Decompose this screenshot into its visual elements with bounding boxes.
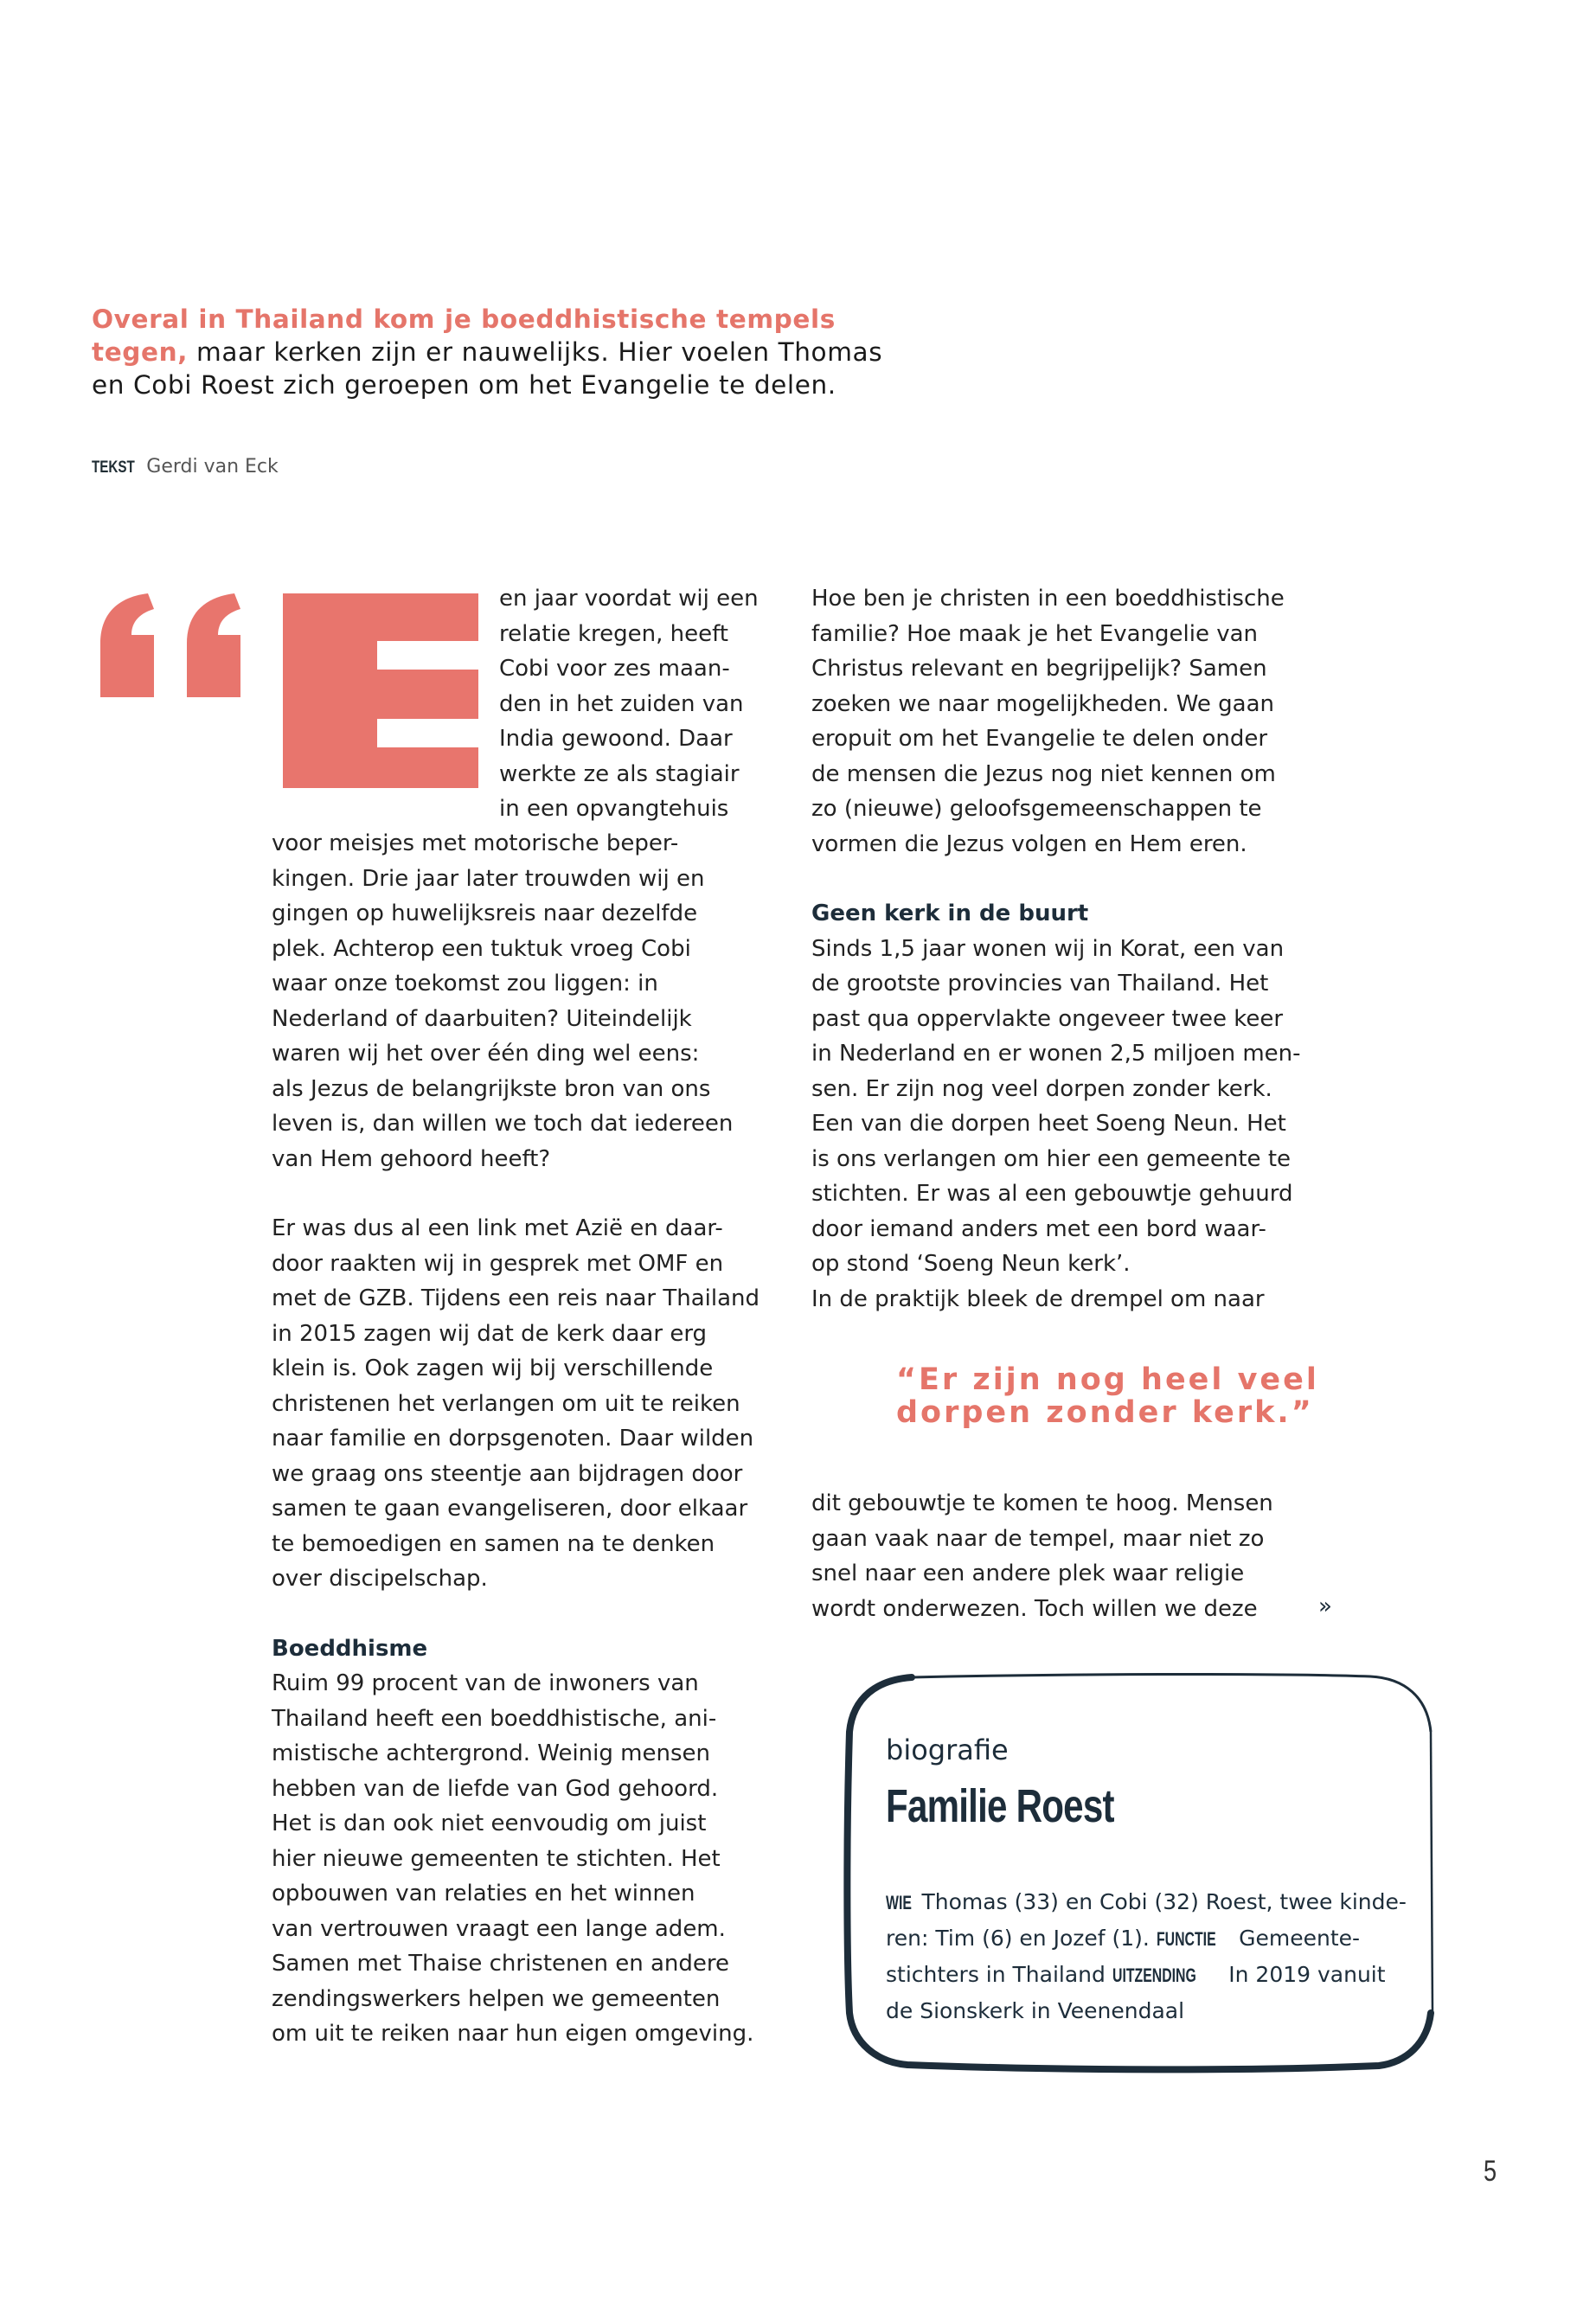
byline-author: Gerdi van Eck <box>146 456 279 478</box>
paragraph: Hoe ben je christen in een boeddhistische familie? Hoe maak je het Evangelie van Christus relevant en begrijpelijk? Samen zoeken we naar mogelijkheden. We gaan eropuit om het Evangelie te delen onder de mensen die Jezus nog niet kennen om zo (nieuwe) geloofsgemeenschappen te vormen die Jezus volgen en Hem eren. <box>811 586 1285 857</box>
byline <box>92 456 279 478</box>
column1-lead <box>499 581 785 827</box>
byline-label: TEKST <box>92 458 135 477</box>
drop-cap-letter <box>283 593 478 788</box>
intro-highlight: Overal in Thailand kom je boeddhistische tempels tegen, <box>92 304 836 367</box>
intro-rest: maar kerken zijn er nauwelijks. Hier voelen Thomas en Cobi Roest zich geroepen om het Evangelie te delen. <box>92 337 883 400</box>
page-number: 5 <box>1484 2155 1497 2188</box>
lead-lines: en jaar voordat wij een relatie kregen, heeft Cobi voor zes maan- den in het zuiden van India gewoond. Daar werkte ze als stagiair in een opvangtehuis <box>499 586 759 822</box>
column2-bottom <box>811 1486 1330 1626</box>
paragraph: Sinds 1,5 jaar wonen wij in Korat, een van de grootste provincies van Thailand. Het past qua oppervlakte ongeveer twee keer in Nederland en er wonen 2,5 miljoen men- sen. Er zijn nog veel dorpen zonder kerk. Een van die dorpen heet Soeng Neun. Het is ons verlangen om hier een gemeente te stichten. Er was al een gebouwtje gehuurd door iemand anders met een bord waar- op stond ‘Soeng Neun kerk’. In de praktijk bleek de drempel om naar <box>811 935 1301 1312</box>
paragraph: dit gebouwtje te komen te hoog. Mensen gaan vaak naar de tempel, maar niet zo snel naar een andere plek waar religie wordt onderwezen. Toch willen we deze <box>811 1490 1273 1622</box>
continue-arrow-icon: » <box>1318 1593 1332 1619</box>
bio-functie: Gemeente-stichters in Thailand <box>886 1926 1361 1987</box>
paragraph: Ruim 99 procent van de inwoners van Thailand heeft een boeddhistische, ani- mistische achtergrond. Weinig mensen hebben van de liefde van God gehoord. Het is dan ook niet eenvoudig om juist hier nieuwe gemeenten te stichten. Het opbouwen van relaties en het winnen van vertrouwen vraagt een lange adem. Samen met Thaise christenen en andere zendingswerkers helpen we gemeenten om uit te reiken naar hun eigen omgeving. <box>272 1670 754 2047</box>
bio-title: Familie Roest <box>886 1780 1114 1832</box>
biography-box <box>843 1671 1434 2078</box>
bio-label: biografie <box>886 1734 1009 1766</box>
column2-top <box>811 581 1330 1317</box>
bio-uitzending: In 2019 vanuit de Sionskerk in Veenendaal <box>886 1962 1386 2023</box>
subheading-boeddhisme: Boeddhisme <box>272 1635 428 1662</box>
pull-quote: “Er zijn nog heel veel dorpen zonder kerk.” <box>896 1362 1319 1430</box>
opening-quote-icon <box>100 593 265 697</box>
bio-key-functie: FUNCTIE <box>1156 1928 1216 1950</box>
bio-key-wie: WIE <box>886 1892 912 1913</box>
bio-body <box>886 1884 1413 2029</box>
bio-key-uitzending: UITZENDING <box>1112 1965 1196 1986</box>
paragraph: voor meisjes met motorische beper- kingen. Drie jaar later trouwden wij en gingen op huwelijksreis naar dezelfde plek. Achterop een tuktuk vroeg Cobi waar onze toekomst zou liggen: in Nederland of daarbuiten? Uiteindelijk waren wij het over één ding wel eens: als Jezus de belangrijkste bron van ons leven is, dan willen we toch dat iedereen van Hem gehoord heeft? <box>272 830 734 1172</box>
bio-wie: Thomas (33) en Cobi (32) Roest, twee kinde-ren: Tim (6) en Jozef (1). <box>886 1889 1407 1951</box>
subheading-geen-kerk: Geen kerk in de buurt <box>811 901 1089 926</box>
column1-body <box>272 826 782 2052</box>
intro-lead <box>92 303 922 401</box>
paragraph: Er was dus al een link met Azië en daar- door raakten wij in gesprek met OMF en met de GZB. Tijdens een reis naar Thailand in 2015 zagen wij dat de kerk daar erg klein is. Ook zagen wij bij verschillende christenen het verlangen om uit te reiken naar familie en dorpsgenoten. Daar wilden we graag ons steentje aan bijdragen door samen te gaan evangeliseren, door elkaar te bemoedigen en samen na te denken over discipelschap. <box>272 1215 760 1592</box>
